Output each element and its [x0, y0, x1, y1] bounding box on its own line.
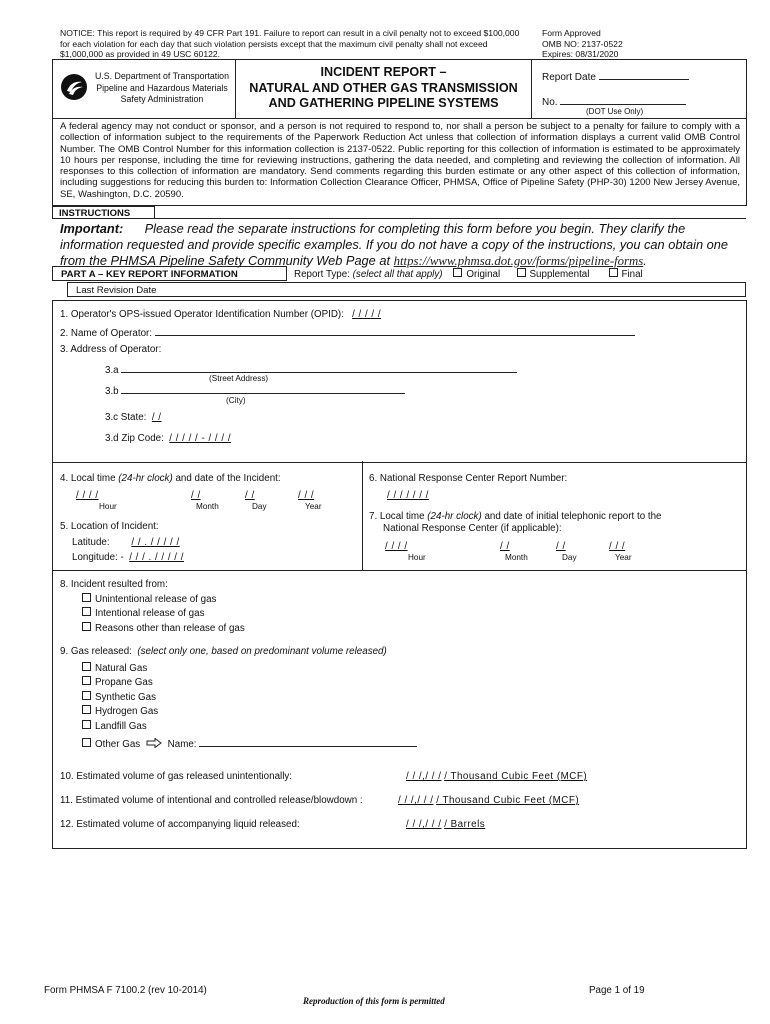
omb-expiration: Expires: 08/31/2020	[542, 49, 619, 59]
q9-option-label: Landfill Gas	[95, 721, 147, 732]
q10-answer	[406, 771, 587, 782]
dot-use-only-note: (DOT Use Only)	[586, 107, 644, 116]
q8-option-label: Intentional release of gas	[95, 608, 205, 619]
form-number: Form PHMSA F 7100.2 (rev 10-2014)	[44, 985, 207, 996]
nrc-day-field[interactable]: / /	[556, 541, 566, 552]
q11-label: 11. Estimated volume of intentional and controlled release/blowdown :	[60, 795, 363, 806]
agency-line: U.S. Department of Transportation	[95, 71, 229, 81]
year-caption: Year	[615, 553, 632, 562]
notice-text: NOTICE: This report is required by 49 CFR Part 191. Failure to report can result in a civil penalty not to exceed $100,000 for each violation for each day that such violation persists except that the maximum civil penalty shall not exceed $1,000,000 as provided in 49 USC 60122.	[60, 28, 520, 59]
q9-option-label: Hydrogen Gas	[95, 706, 159, 717]
state-field[interactable]: / /	[151, 412, 162, 423]
agency-line: Safety Administration	[120, 94, 204, 104]
important-notice: Important: Please read the separate instructions for completing this form before you begin. They clarify the information requested and provide specific examples. If you do not have a copy of the instructions, you can obtain one from the PHMSA Pipeline Safety Community Web Page at https://www.phmsa.dot.gov/forms/pipeline-forms.	[60, 221, 728, 268]
q9-option[interactable]	[82, 662, 147, 674]
page-number: Page 1 of 19	[589, 985, 645, 996]
hour-caption: Hour	[408, 553, 426, 562]
liquid-volume-field[interactable]: / / /,/ / /	[406, 819, 442, 830]
q8-label: 8. Incident resulted from:	[60, 579, 168, 590]
checkbox-final[interactable]	[609, 268, 618, 277]
q6-label: 6. National Response Center Report Number:	[369, 473, 568, 484]
title-line: INCIDENT REPORT –	[320, 65, 447, 79]
checkbox-supplemental[interactable]	[517, 268, 526, 277]
q3a-row	[105, 363, 517, 376]
q9-option-label: Natural Gas	[95, 663, 148, 674]
checkbox-intentional-release[interactable]	[82, 607, 91, 616]
report-date-label: Report Date	[542, 72, 596, 83]
checkbox-natural-gas[interactable]	[82, 662, 91, 671]
q7-clock-hint: (24-hr clock)	[427, 511, 482, 522]
blowdown-volume-field[interactable]: / / /,/ / /	[398, 795, 434, 806]
important-label: Important:	[60, 221, 124, 236]
form-title	[236, 65, 531, 112]
checkbox-other-reasons[interactable]	[82, 622, 91, 631]
q2-label: 2. Name of Operator:	[60, 328, 153, 339]
report-date-field[interactable]	[542, 70, 689, 83]
q8-option-label: Reasons other than release of gas	[95, 623, 245, 634]
latitude-field[interactable]: / / . / / / / /	[131, 537, 180, 548]
q9-hint: (select only one, based on predominant volume released)	[137, 646, 387, 657]
q4-row	[60, 473, 281, 484]
q1-row	[60, 309, 381, 320]
q3d-label: 3.d Zip Code:	[105, 433, 164, 444]
incident-day-field[interactable]: / /	[245, 490, 255, 501]
q7-label-rest: and date of initial telephonic report to the	[484, 511, 662, 522]
q3a-label: 3.a	[105, 365, 119, 376]
month-caption: Month	[196, 502, 219, 511]
checkbox-other-gas[interactable]	[82, 738, 91, 747]
nrc-year-field[interactable]: / / /	[609, 541, 626, 552]
zip-code-field[interactable]: / / / / / - / / / /	[169, 433, 232, 444]
instructions-rule	[155, 218, 746, 219]
report-type-supplemental: Supplemental	[529, 269, 590, 280]
city-hint: (City)	[226, 396, 246, 405]
report-type-final: Final	[621, 269, 643, 280]
street-address-hint: (Street Address)	[209, 374, 269, 383]
q7-label: 7. Local time	[369, 511, 425, 522]
unintentional-volume-field[interactable]: / / /,/ / /	[406, 771, 442, 782]
day-caption: Day	[252, 502, 267, 511]
q2-row	[60, 326, 635, 339]
q9-option[interactable]	[82, 691, 156, 703]
q11-answer	[398, 795, 579, 806]
incident-month-field[interactable]: / /	[191, 490, 201, 501]
q9-option[interactable]	[82, 676, 153, 688]
agency-name	[92, 71, 232, 106]
q10-unit: / Thousand Cubic Feet (MCF)	[444, 771, 588, 782]
q12-label: 12. Estimated volume of accompanying liquid released:	[60, 819, 300, 830]
checkbox-unintentional-release[interactable]	[82, 593, 91, 602]
year-caption: Year	[305, 502, 322, 511]
q3b-label: 3.b	[105, 386, 119, 397]
q7-label-line2: National Response Center (if applicable):	[383, 523, 562, 534]
opid-field[interactable]: / / / / /	[352, 309, 382, 320]
longitude-label: Longitude: -	[72, 552, 124, 563]
q7-row	[369, 511, 661, 522]
q3c-label: 3.c State:	[105, 412, 147, 423]
title-line: AND GATHERING PIPELINE SYSTEMS	[268, 96, 499, 110]
q8-option[interactable]	[82, 593, 216, 605]
checkbox-original[interactable]	[453, 268, 462, 277]
other-gas-name-label: Name:	[167, 739, 197, 750]
dot-logo-icon	[60, 73, 88, 101]
report-type-row	[294, 268, 643, 280]
other-gas-label: Other Gas	[95, 739, 141, 750]
latitude-label: Latitude:	[72, 537, 110, 548]
q9-option-label: Propane Gas	[95, 677, 153, 688]
q10-label: 10. Estimated volume of gas released unintentionally:	[60, 771, 292, 782]
last-revision-date-field[interactable]: Last Revision Date	[67, 282, 746, 297]
report-type-label: Report Type:	[294, 269, 350, 280]
q3b-row	[105, 384, 405, 397]
incident-hour-field[interactable]: / / / /	[76, 490, 99, 501]
report-type-hint: (select all that apply)	[352, 269, 443, 280]
q3d-row	[105, 433, 231, 444]
instructions-link[interactable]: https://www.phmsa.dot.gov/forms/pipeline-forms	[393, 253, 644, 268]
q4-clock-hint: (24-hr clock)	[118, 473, 173, 484]
nrc-month-field[interactable]: / /	[500, 541, 510, 552]
q4-label: 4. Local time	[60, 473, 116, 484]
q1-label: 1. Operator's OPS-issued Operator Identification Number (OPID):	[60, 309, 344, 320]
agency-line: Pipeline and Hazardous Materials	[96, 82, 228, 93]
reproduction-note: Reproduction of this form is permitted	[303, 996, 445, 1006]
q3-label: 3. Address of Operator:	[60, 344, 162, 355]
nrc-hour-field[interactable]: / / / /	[385, 541, 408, 552]
arrow-right-icon	[146, 738, 162, 748]
section-divider	[362, 461, 363, 571]
q9-option[interactable]	[82, 720, 147, 732]
burden-statement: A federal agency may not conduct or sponsor, and a person is not required to respond to, nor shall a person be subject to a penalty for failure to comply with a collection of information subject to the requirements of the Paperwork Reduction Act unless that collection of information displays a current valid OMB Control Number. The OMB Control Number for this information collection is 2137-0522. Public reporting for this collection of information is estimated to be approximately 10 hours per response, including the time for reviewing instructions, gathering the data needed, and completing and reviewing the collection of information. All responses to this collection of information are mandatory. Send comments regarding this burden estimate or any other aspect of this collection of information, including suggestions for reducing this burden to: Information Collection Clearance Officer, PHMSA, Office of Pipeline Safety (PHP-30) 1200 New Jersey Avenue, SE, Washington, D.C. 20590.	[60, 121, 740, 200]
report-number-line[interactable]	[560, 95, 686, 105]
checkbox-propane-gas[interactable]	[82, 676, 91, 685]
hour-caption: Hour	[99, 502, 117, 511]
q9-row	[60, 646, 387, 657]
q11-unit: / Thousand Cubic Feet (MCF)	[436, 795, 580, 806]
checkbox-landfill-gas[interactable]	[82, 720, 91, 729]
title-line: NATURAL AND OTHER GAS TRANSMISSION	[249, 80, 518, 95]
q4-label-rest: and date of the Incident:	[175, 473, 281, 484]
report-date-line[interactable]	[599, 70, 689, 80]
longitude-field[interactable]: / / / . / / / / /	[129, 552, 184, 563]
important-text: Please read the separate instructions for completing this form before you begin. They clarify the information requested and provide specific examples. If you do not have a copy of the instructions, you can obtain one from the PHMSA Pipeline Safety Community Web Page at	[60, 221, 728, 268]
instructions-tab: INSTRUCTIONS	[52, 206, 155, 219]
month-caption: Month	[505, 553, 528, 562]
q12-unit: / Barrels	[444, 819, 486, 830]
longitude-row	[72, 552, 184, 563]
operator-name-field[interactable]	[155, 326, 635, 336]
omb-approval	[542, 28, 623, 60]
checkbox-synthetic-gas[interactable]	[82, 691, 91, 700]
report-number-label: No.	[542, 97, 558, 108]
q8-option[interactable]	[82, 607, 204, 619]
report-type-original: Original	[466, 269, 501, 280]
q8-option[interactable]	[82, 622, 245, 634]
q9-option-label: Synthetic Gas	[95, 692, 156, 703]
nrc-report-number-field[interactable]: / / / / / / /	[387, 490, 429, 501]
latitude-row	[72, 537, 180, 548]
q8-option-label: Unintentional release of gas	[95, 594, 217, 605]
q3c-row	[105, 412, 162, 423]
incident-year-field[interactable]: / / /	[298, 490, 315, 501]
header-divider	[531, 59, 532, 118]
other-gas-name-field[interactable]	[199, 737, 417, 747]
q5-label: 5. Location of Incident:	[60, 521, 159, 532]
day-caption: Day	[562, 553, 577, 562]
q9-option[interactable]	[82, 705, 158, 717]
q12-answer	[406, 819, 485, 830]
q9-other-row	[82, 737, 417, 750]
form-approved-label: Form Approved	[542, 28, 601, 38]
city-field[interactable]	[121, 384, 405, 394]
q9-label: 9. Gas released:	[60, 646, 132, 657]
street-address-field[interactable]	[121, 363, 517, 373]
part-a-header: PART A – KEY REPORT INFORMATION	[52, 266, 287, 281]
checkbox-hydrogen-gas[interactable]	[82, 705, 91, 714]
omb-number: OMB NO: 2137-0522	[542, 38, 623, 49]
